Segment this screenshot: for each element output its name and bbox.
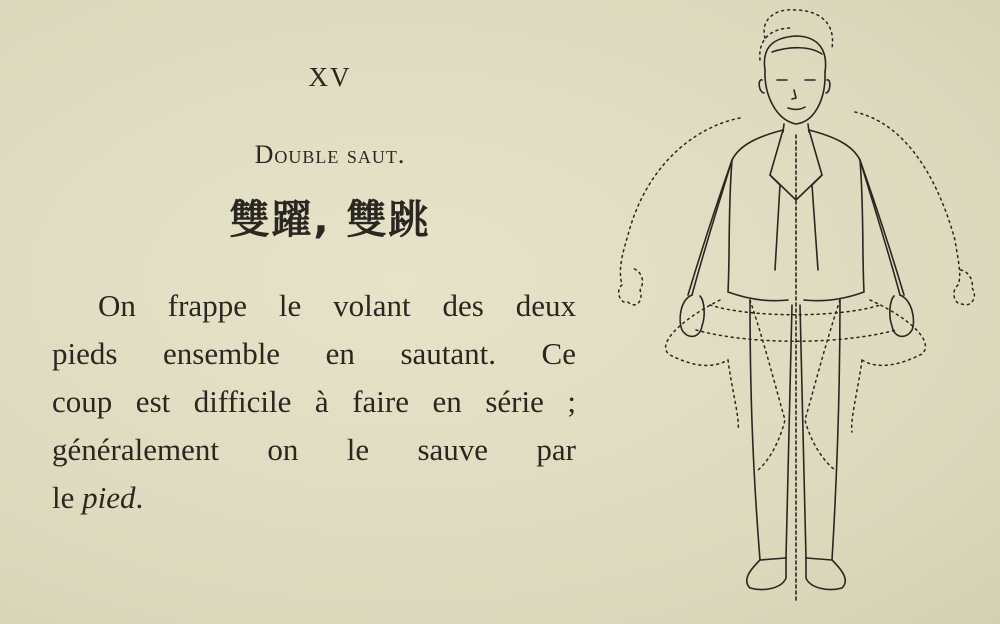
line5-end: .: [135, 480, 144, 515]
paragraph-line-2: pieds ensemble en sautant. Ce: [52, 336, 576, 371]
section-title: Double saut.: [254, 140, 406, 169]
jumping-figure-illustration: [600, 0, 1000, 624]
chinese-title: 雙躍, 雙跳: [229, 197, 431, 243]
paragraph-line-3: coup est difficile à faire en série ;: [52, 384, 576, 419]
figure-head: [759, 36, 830, 132]
figure-trousers: [750, 300, 840, 560]
paragraph-line-1: On frappe le volant des deux: [98, 288, 576, 323]
paragraph-line-4: généralement on le sauve par: [52, 432, 576, 467]
paragraph-line-5: [52, 474, 576, 522]
line5-italic-word: pied: [82, 480, 136, 515]
figure-arms: [680, 160, 913, 336]
chapter-number: XV: [308, 62, 352, 92]
line5-start: le: [52, 480, 75, 515]
body-paragraph: [52, 282, 576, 522]
